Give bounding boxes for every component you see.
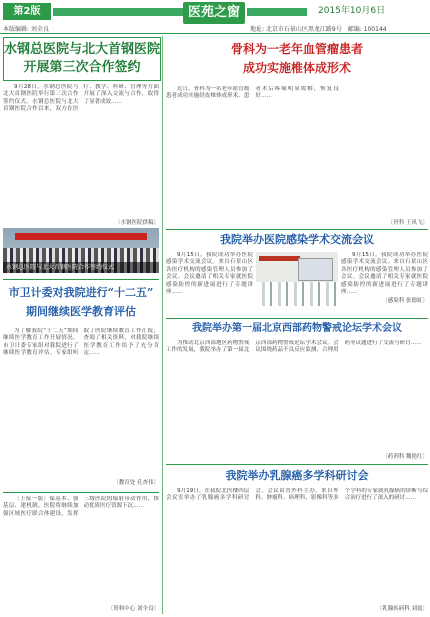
article7-title: 我院举办乳腺癌多学科研讨会	[225, 469, 369, 482]
article3-body-col	[3, 496, 159, 614]
article1-credit: 〔水钢医院供稿〕	[114, 220, 159, 226]
rule	[3, 492, 159, 493]
article3-text: 保基本、强基层、建机制，医院将继续加强区域医疗联合体建设，发挥三级医院的辐射带动作用，推动优质医疗资源下沉……	[3, 496, 159, 517]
article1-paragraph: 9月28日，水钢总医院与北大首钢医院举行第三次合作签约仪式。水钢总医院与北大首钢医院合作以来，双方在医疗、教学、科研、管理等方面开展了深入交流与合作，取得了显著成效……	[3, 84, 159, 113]
article4-title-line2: 成功实施椎体成形术	[242, 61, 351, 75]
article1-title-line1: 水钢总医院与北大首钢医院	[4, 42, 161, 57]
article2-paragraph: 为了解我院“十二五”期间继续医学教育工作开展情况，市卫计委专家组对我院进行了继续医学教育评估。专家组听取了医院继续教育工作汇报，查阅了相关资料，对我院继续医学教育工作给予了充分肯定……	[3, 328, 159, 357]
article7-credit: 〔乳腺疾病科 刘震〕	[376, 606, 428, 612]
article6-body	[166, 340, 428, 452]
rule	[3, 279, 159, 280]
article2-title-line2: 期间继续医学教育评估	[26, 305, 136, 318]
photo-banner	[15, 233, 146, 240]
rule	[166, 464, 428, 465]
header-rule	[0, 33, 430, 34]
article5-photo	[256, 252, 338, 306]
article1-photo	[3, 228, 159, 273]
article5-credit: 〔感染科 张德虹〕	[382, 298, 428, 305]
editor-credit: 本版编辑: 刘全良	[3, 26, 49, 33]
photo-caption: 水钢总医院与北大首钢医院合作签约仪式	[3, 262, 159, 273]
article5-body-right	[341, 252, 428, 316]
article7-body-col	[166, 488, 428, 614]
article6-body-col	[166, 340, 428, 462]
article5-body	[166, 252, 253, 296]
article1-title-line2: 开展第三次合作签约	[23, 60, 141, 75]
article7-body	[166, 488, 428, 604]
article1-body-col	[3, 84, 159, 226]
article6-title: 我院举办第一届北京西部药物警戒论坛学术会议	[192, 323, 402, 334]
article4-credit: 〔骨科 王风飞〕	[387, 220, 428, 226]
rule	[166, 318, 428, 319]
column-divider	[162, 36, 163, 614]
article4-title-line1: 骨科为一老年血管瘤患者	[230, 42, 363, 56]
photo-screen	[298, 258, 333, 281]
article3-lead: 〔上接一版〕	[14, 496, 50, 502]
article5-body-left	[166, 252, 253, 304]
article5-paragraph: 9月15日，我院成功举办医院感染学术交流会议。来自石景山区各医疗机构的感染管理人员参加了会议。会议邀请了相关专家就医院感染防控的新进展进行了专题讲座……	[166, 252, 253, 296]
photo-audience	[256, 282, 338, 306]
article2-title-line1: 市卫计委对我院进行“十二五”	[8, 286, 154, 299]
masthead: 医苑之窗	[183, 2, 245, 24]
page-header	[0, 0, 430, 34]
article4-paragraph: 近日，骨科为一名老年血管瘤患者成功实施经皮椎体成形术。患者术后疼痛明显缓解，恢复良好……	[166, 86, 339, 100]
article6-paragraph: 为推动北京西部地区药物警戒工作的发展，我院举办了第一届北京西部药物警戒论坛学术会议。会议围绕药品不良反应监测、合理用药等议题进行了交流与研讨……	[166, 340, 422, 354]
article5-paragraph-continued: 9月15日，我院成功举办医院感染学术交流会议。来自石景山区各医疗机构的感染管理人员参加了会议。会议邀请了相关专家就医院感染防控的新进展进行了专题讲座……	[341, 252, 428, 296]
photo-banner	[259, 256, 300, 260]
article2-body	[3, 328, 159, 478]
article3-credit: 〔资料中心 刘全良〕	[107, 606, 159, 612]
article5-body-continued	[341, 252, 428, 296]
article3-paragraph	[3, 496, 159, 518]
article6-credit: 〔药剂科 魏艳红〕	[382, 454, 428, 460]
header-bar-right	[247, 8, 307, 16]
article1-body	[3, 84, 159, 218]
rule	[166, 229, 428, 230]
article2-title	[3, 283, 159, 325]
address-line: 地址: 北京市石景山区黑龙江路9号 邮编: 100144	[250, 26, 387, 33]
article1-title-box	[3, 37, 161, 81]
article4-body-col	[166, 86, 428, 228]
article2-body-col	[3, 328, 159, 488]
article4-title	[166, 40, 428, 82]
article7-paragraph: 9月19日，在我院北医楼四层会议室举办了乳腺癌多学科研讨会。会议由普外科主办，来自外科、肿瘤科、病理科、影像科等多个学科的专家就乳腺癌的诊断与综合治疗进行了深入的研讨……	[166, 488, 428, 502]
edition-badge: 第2版	[3, 3, 51, 20]
header-bar-left	[53, 8, 183, 16]
article2-credit: 〔教育处 孔杏伟〕	[113, 480, 159, 486]
article4-body	[166, 86, 428, 218]
article5-title: 我院举办医院感染学术交流会议	[220, 233, 374, 246]
article3-body	[3, 496, 159, 604]
issue-date: 2015年10月6日	[318, 6, 386, 16]
